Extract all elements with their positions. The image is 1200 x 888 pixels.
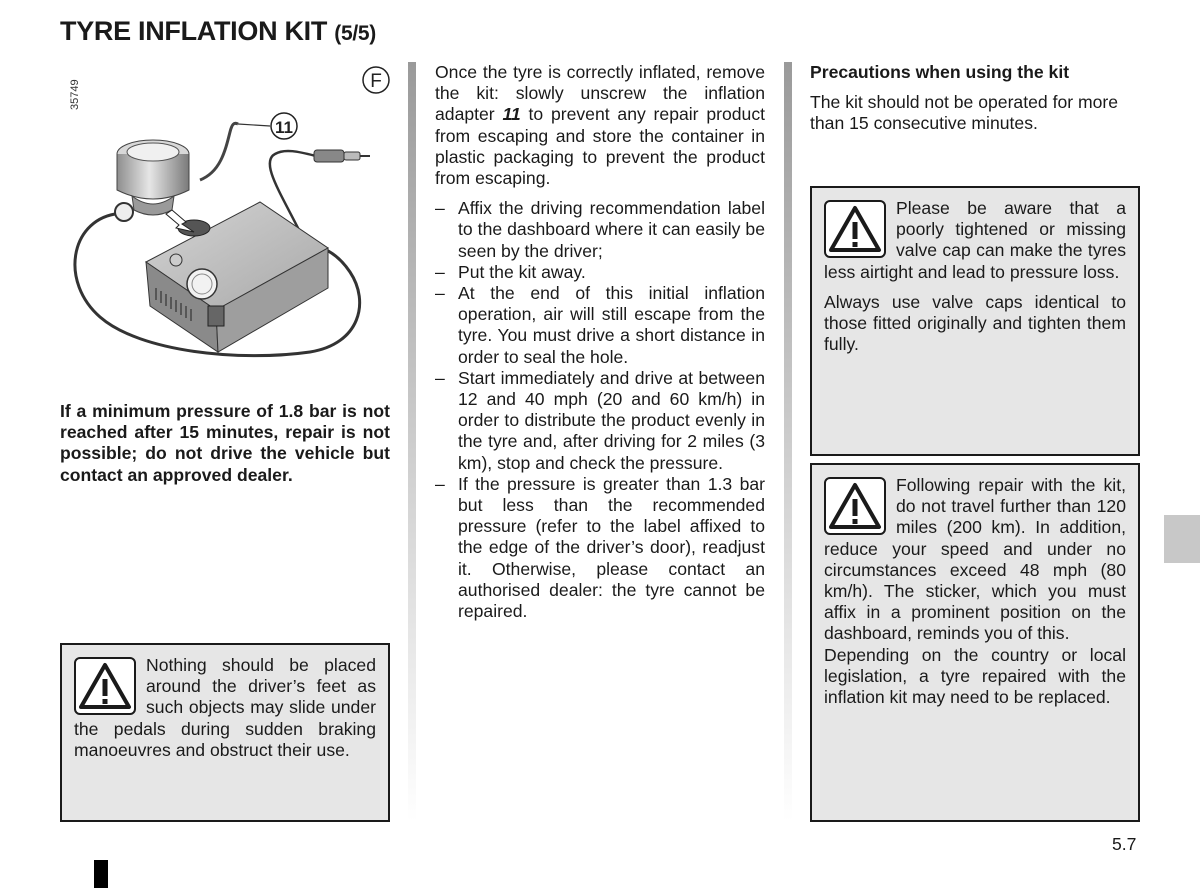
left-warning-box bbox=[60, 643, 390, 822]
list-item: – If the pressure is greater than 1.3 bar but less than the recommended pressure (refer to the label affixed to the edge of the driver’s door), readjust it. Otherwise, please contact an authorised dealer: the tyre cannot be repaired. bbox=[435, 474, 765, 622]
legislation-text: Depending on the country or local legislation, a tyre repaired with the inflation kit may need to be replaced. bbox=[824, 644, 1126, 708]
tyre-inflation-kit-illustration bbox=[60, 62, 394, 382]
list-item: – At the end of this initial inflation operation, air will still escape from the tyre. You must drive a short distance in order to seal the hole. bbox=[435, 283, 765, 368]
middle-column bbox=[435, 62, 765, 622]
column-divider-right bbox=[784, 62, 792, 822]
list-item: – Put the kit away. bbox=[435, 262, 765, 283]
warning-triangle-icon bbox=[74, 657, 136, 715]
page-title-main: TYRE INFLATION KIT bbox=[60, 16, 328, 46]
adapter-reference: 11 bbox=[502, 104, 521, 125]
precautions-text: The kit should not be operated for more than 15 consecutive minutes. bbox=[810, 92, 1119, 134]
removal-instructions bbox=[435, 62, 765, 189]
minimum-pressure-note: If a minimum pressure of 1.8 bar is not reached after 15 minutes, repair is not possible; do not drive the vehicle but contact an approved dealer. bbox=[60, 401, 390, 485]
repair-distance-warning-box bbox=[810, 463, 1140, 822]
repair-distance-text: Following repair with the kit, do not travel further than 120 miles (200 km). In addition, reduce your speed and under no circumstances exceed 48 mph (80 km/h). The sticker, which you must affix in a prominent position on the dashboard, reminds you of this. bbox=[824, 475, 1126, 644]
list-item: – Start immediately and drive at between 12 and 40 mph (20 and 60 km/h) in order to distribute the product evenly in the tyre and, after driving for 2 miles (3 km), stop and check the pressure. bbox=[435, 368, 765, 474]
figure-letter: F bbox=[370, 71, 382, 92]
page-edge-marker bbox=[94, 860, 108, 888]
removal-text-start: Once the tyre is correctly inflated, remove the kit: slowly unscrew the inflation adapter bbox=[435, 62, 765, 125]
warning-triangle-icon bbox=[824, 477, 886, 535]
page-number: 5.7 bbox=[1112, 834, 1137, 854]
list-item: – Affix the driving recommendation label to the dashboard where it can easily be seen by the driver; bbox=[435, 198, 765, 262]
chapter-thumb-tab bbox=[1164, 515, 1200, 563]
instruction-list bbox=[435, 198, 765, 622]
precautions-heading: Precautions when using the kit bbox=[810, 62, 1070, 82]
column-divider-left bbox=[408, 62, 416, 822]
warning-triangle-icon bbox=[824, 200, 886, 258]
removal-text-end: to prevent any repair product from escaping and store the container in plastic packaging to prevent the product from escaping. bbox=[435, 104, 765, 189]
figure-code: 35749 bbox=[69, 79, 81, 110]
page-title bbox=[60, 16, 376, 47]
valve-cap-warning-text: Please be aware that a poorly tightened or missing valve cap can make the tyres less airtight and lead to pressure loss. bbox=[824, 198, 1126, 282]
valve-cap-advice-text: Always use valve caps identical to those fitted originally and tighten them fully. bbox=[824, 291, 1126, 355]
left-warning-text: Nothing should be placed around the driver’s feet as such objects may slide under the pedals during sudden braking manoeuvres and obstruct their use. bbox=[74, 655, 376, 760]
figure-callout-11: 11 bbox=[275, 118, 293, 137]
valve-cap-warning-box bbox=[810, 186, 1140, 456]
page-title-suffix: (5/5) bbox=[334, 22, 376, 45]
